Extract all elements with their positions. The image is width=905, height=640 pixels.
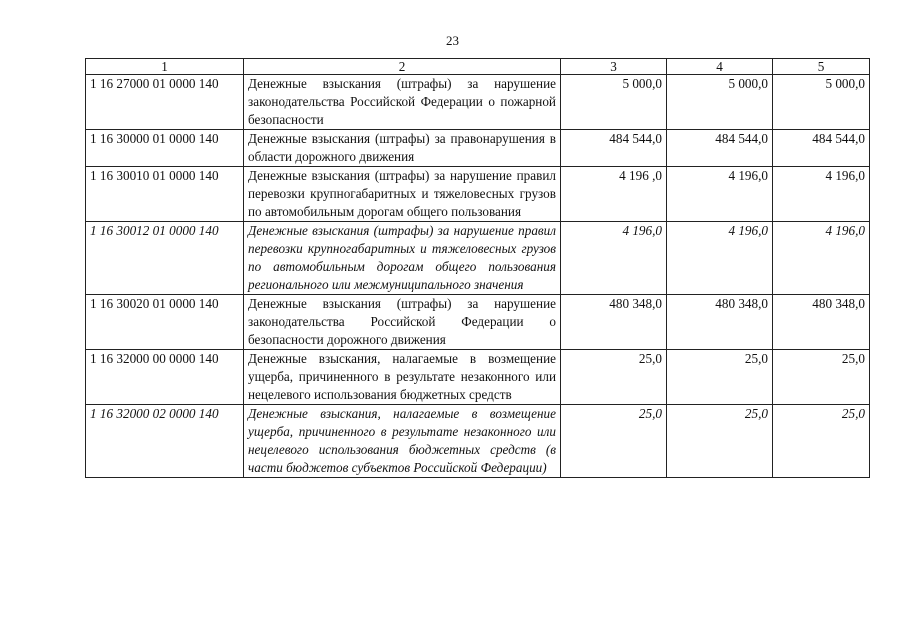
value-col5-cell: 4 196,0 xyxy=(773,222,870,295)
value-col3-cell: 25,0 xyxy=(561,405,667,478)
budget-code-cell: 1 16 32000 02 0000 140 xyxy=(86,405,244,478)
table-row xyxy=(86,350,870,405)
description-cell: Денежные взыскания (штрафы) за правонарушения в области дорожного движения xyxy=(244,130,561,167)
value-col3-cell: 4 196,0 xyxy=(561,222,667,295)
value-col5-cell: 25,0 xyxy=(773,405,870,478)
table-header-row xyxy=(86,59,870,75)
column-header-4: 4 xyxy=(667,59,773,75)
value-col4-cell: 5 000,0 xyxy=(667,75,773,130)
description-cell: Денежные взыскания (штрафы) за нарушение законодательства Российской Федерации о безопасности дорожного движения xyxy=(244,295,561,350)
table-row xyxy=(86,295,870,350)
value-col4-cell: 484 544,0 xyxy=(667,130,773,167)
table-row xyxy=(86,405,870,478)
value-col3-cell: 5 000,0 xyxy=(561,75,667,130)
budget-code-cell: 1 16 30000 01 0000 140 xyxy=(86,130,244,167)
budget-code-cell: 1 16 30012 01 0000 140 xyxy=(86,222,244,295)
value-col3-cell: 25,0 xyxy=(561,350,667,405)
value-col3-cell: 484 544,0 xyxy=(561,130,667,167)
value-col4-cell: 480 348,0 xyxy=(667,295,773,350)
table-row xyxy=(86,222,870,295)
table-row xyxy=(86,167,870,222)
budget-code-cell: 1 16 30010 01 0000 140 xyxy=(86,167,244,222)
value-col4-cell: 25,0 xyxy=(667,405,773,478)
budget-code-cell: 1 16 27000 01 0000 140 xyxy=(86,75,244,130)
value-col5-cell: 25,0 xyxy=(773,350,870,405)
table-row xyxy=(86,75,870,130)
column-header-5: 5 xyxy=(773,59,870,75)
table-row xyxy=(86,130,870,167)
value-col4-cell: 4 196,0 xyxy=(667,167,773,222)
description-cell: Денежные взыскания (штрафы) за нарушение правил перевозки крупногабаритных и тяжеловесных грузов по автомобильным дорогам общего пользования регионального или межмуниципального значения xyxy=(244,222,561,295)
value-col4-cell: 4 196,0 xyxy=(667,222,773,295)
budget-code-cell: 1 16 30020 01 0000 140 xyxy=(86,295,244,350)
value-col5-cell: 4 196,0 xyxy=(773,167,870,222)
page-number: 23 xyxy=(446,33,459,48)
column-header-1: 1 xyxy=(86,59,244,75)
value-col5-cell: 480 348,0 xyxy=(773,295,870,350)
value-col3-cell: 480 348,0 xyxy=(561,295,667,350)
budget-code-cell: 1 16 32000 00 0000 140 xyxy=(86,350,244,405)
value-col5-cell: 5 000,0 xyxy=(773,75,870,130)
budget-revenue-table xyxy=(85,58,870,478)
description-cell: Денежные взыскания, налагаемые в возмещение ущерба, причиненного в результате незаконного или нецелевого использования бюджетных средств (в части бюджетов субъектов Российской Федерации) xyxy=(244,405,561,478)
description-cell: Денежные взыскания, налагаемые в возмещение ущерба, причиненного в результате незаконного или нецелевого использования бюджетных средств xyxy=(244,350,561,405)
column-header-2: 2 xyxy=(244,59,561,75)
description-cell: Денежные взыскания (штрафы) за нарушение законодательства Российской Федерации о пожарной безопасности xyxy=(244,75,561,130)
value-col3-cell: 4 196 ,0 xyxy=(561,167,667,222)
column-header-3: 3 xyxy=(561,59,667,75)
value-col5-cell: 484 544,0 xyxy=(773,130,870,167)
description-cell: Денежные взыскания (штрафы) за нарушение правил перевозки крупногабаритных и тяжеловесных грузов по автомобильным дорогам общего пользования xyxy=(244,167,561,222)
value-col4-cell: 25,0 xyxy=(667,350,773,405)
